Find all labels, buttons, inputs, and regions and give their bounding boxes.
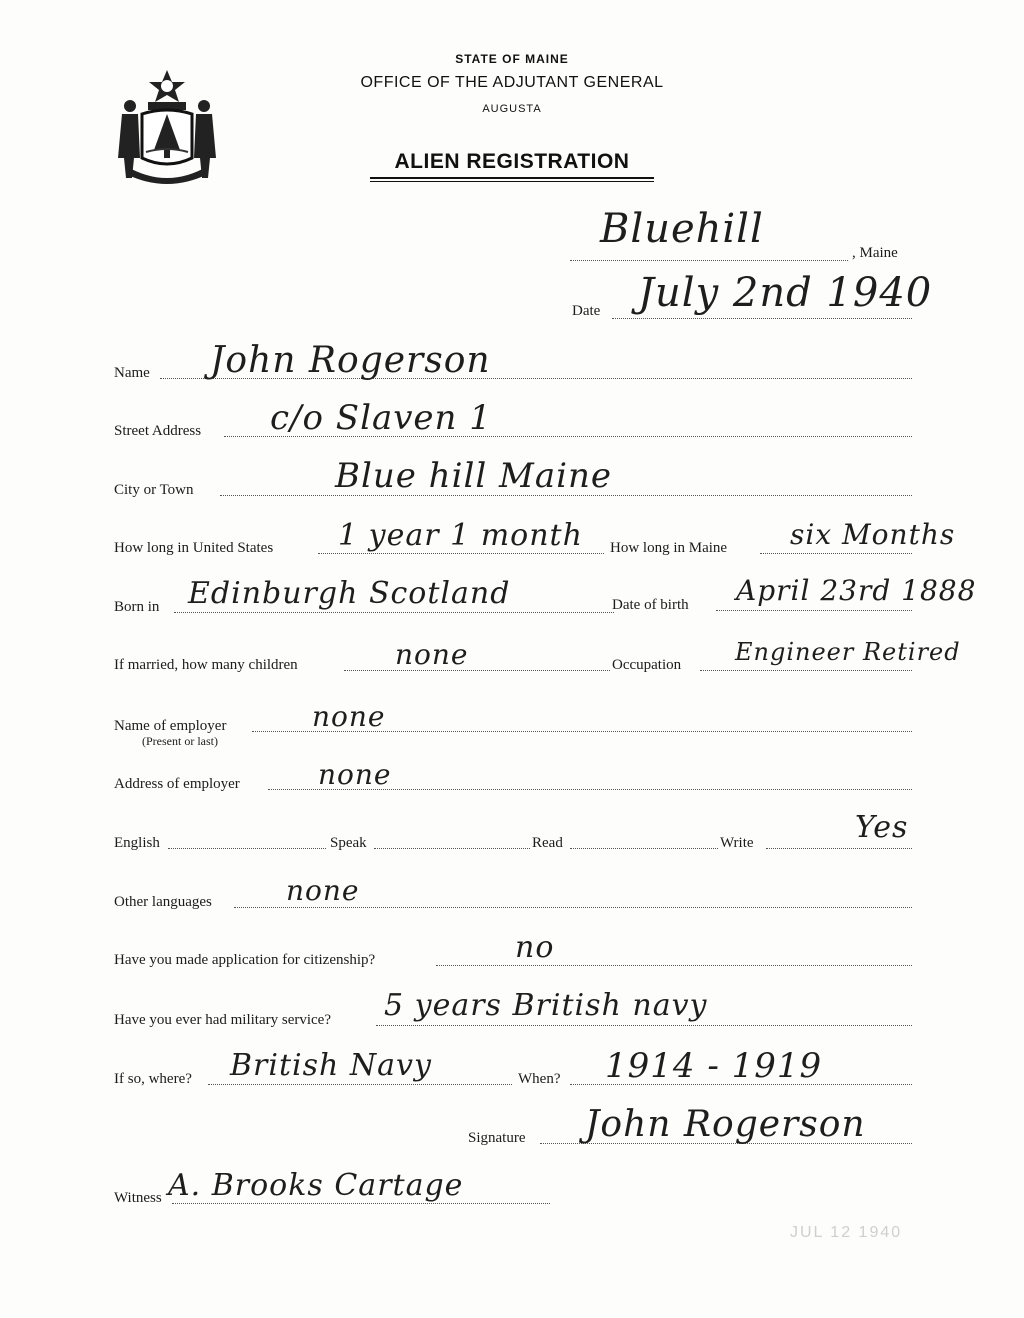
title-underline-second <box>370 181 654 182</box>
how-long-us-label: How long in United States <box>114 540 274 556</box>
children-field-line <box>344 670 610 671</box>
street-value: c/o Slaven 1 <box>270 398 492 438</box>
born-in-label: Born in <box>114 599 160 615</box>
witness-value: A. Brooks Cartage <box>168 1168 464 1203</box>
born-in-value: Edinburgh Scotland <box>188 576 511 611</box>
date-of-birth-value: April 23rd 1888 <box>736 574 977 607</box>
born-in-field-line <box>174 612 614 613</box>
occupation-field-line <box>700 670 912 671</box>
date-of-birth-field-line <box>716 610 912 611</box>
children-value: none <box>395 638 469 671</box>
other-languages-value: none <box>286 874 360 907</box>
seal-banner-text: MAINE <box>143 166 186 177</box>
where-field-line <box>208 1084 512 1085</box>
header-office: OFFICE OF THE ADJUTANT GENERAL <box>360 74 664 91</box>
when-label: When? <box>518 1071 561 1087</box>
where-value: British Navy <box>230 1048 432 1083</box>
other-languages-field-line <box>234 907 912 908</box>
received-stamp: JUL 12 1940 <box>790 1224 903 1241</box>
speak-field-line <box>374 848 530 849</box>
name-label: Name <box>114 365 150 381</box>
date-field-line <box>612 318 912 319</box>
how-long-maine-field-line <box>760 553 912 554</box>
write-label: Write <box>720 835 754 851</box>
street-label: Street Address <box>114 423 202 439</box>
date-value: July 2nd 1940 <box>638 270 933 316</box>
town-field-line <box>570 260 848 261</box>
how-long-maine-value: six Months <box>790 518 956 551</box>
title-underline <box>370 177 654 179</box>
employer-label: Name of employer <box>114 718 227 734</box>
citizenship-label: Have you made application for citizenship? <box>114 952 376 968</box>
citizenship-field-line <box>436 965 912 966</box>
when-value: 1914 - 1919 <box>605 1046 823 1086</box>
header-city: AUGUSTA <box>482 103 542 115</box>
english-label: English <box>114 835 160 851</box>
read-label: Read <box>532 835 563 851</box>
english-field-line <box>168 848 326 849</box>
other-languages-label: Other languages <box>114 894 212 910</box>
town-value: Bluehill <box>600 206 764 252</box>
military-value: 5 years British navy <box>384 988 708 1023</box>
employer-value: none <box>312 700 386 733</box>
form-title: ALIEN REGISTRATION <box>394 150 630 173</box>
witness-label: Witness <box>114 1190 162 1206</box>
how-long-us-field-line <box>318 553 604 554</box>
children-label: If married, how many children <box>114 657 298 673</box>
employer-address-label: Address of employer <box>114 776 240 792</box>
city-label: City or Town <box>114 482 194 498</box>
city-value: Blue hill Maine <box>335 456 612 496</box>
speak-label: Speak <box>330 835 367 851</box>
employer-sublabel: (Present or last) <box>142 734 218 748</box>
military-label: Have you ever had military service? <box>114 1012 331 1028</box>
how-long-maine-label: How long in Maine <box>610 540 728 556</box>
date-label: Date <box>572 303 601 319</box>
military-field-line <box>376 1025 912 1026</box>
write-field-line <box>766 848 912 849</box>
witness-field-line <box>172 1203 550 1204</box>
read-field-line <box>570 848 718 849</box>
citizenship-value: no <box>515 930 555 965</box>
maine-label: , Maine <box>852 245 898 261</box>
write-value: Yes <box>855 810 909 845</box>
name-value: John Rogerson <box>210 340 491 381</box>
employer-address-value: none <box>318 758 392 791</box>
occupation-label: Occupation <box>612 657 682 673</box>
where-label: If so, where? <box>114 1071 192 1087</box>
date-of-birth-label: Date of birth <box>612 597 689 613</box>
occupation-value: Engineer Retired <box>735 638 961 666</box>
signature-label: Signature <box>468 1130 526 1146</box>
header-state: STATE OF MAINE <box>455 52 569 66</box>
signature-value: John Rogerson <box>585 1104 866 1145</box>
how-long-us-value: 1 year 1 month <box>338 518 583 553</box>
